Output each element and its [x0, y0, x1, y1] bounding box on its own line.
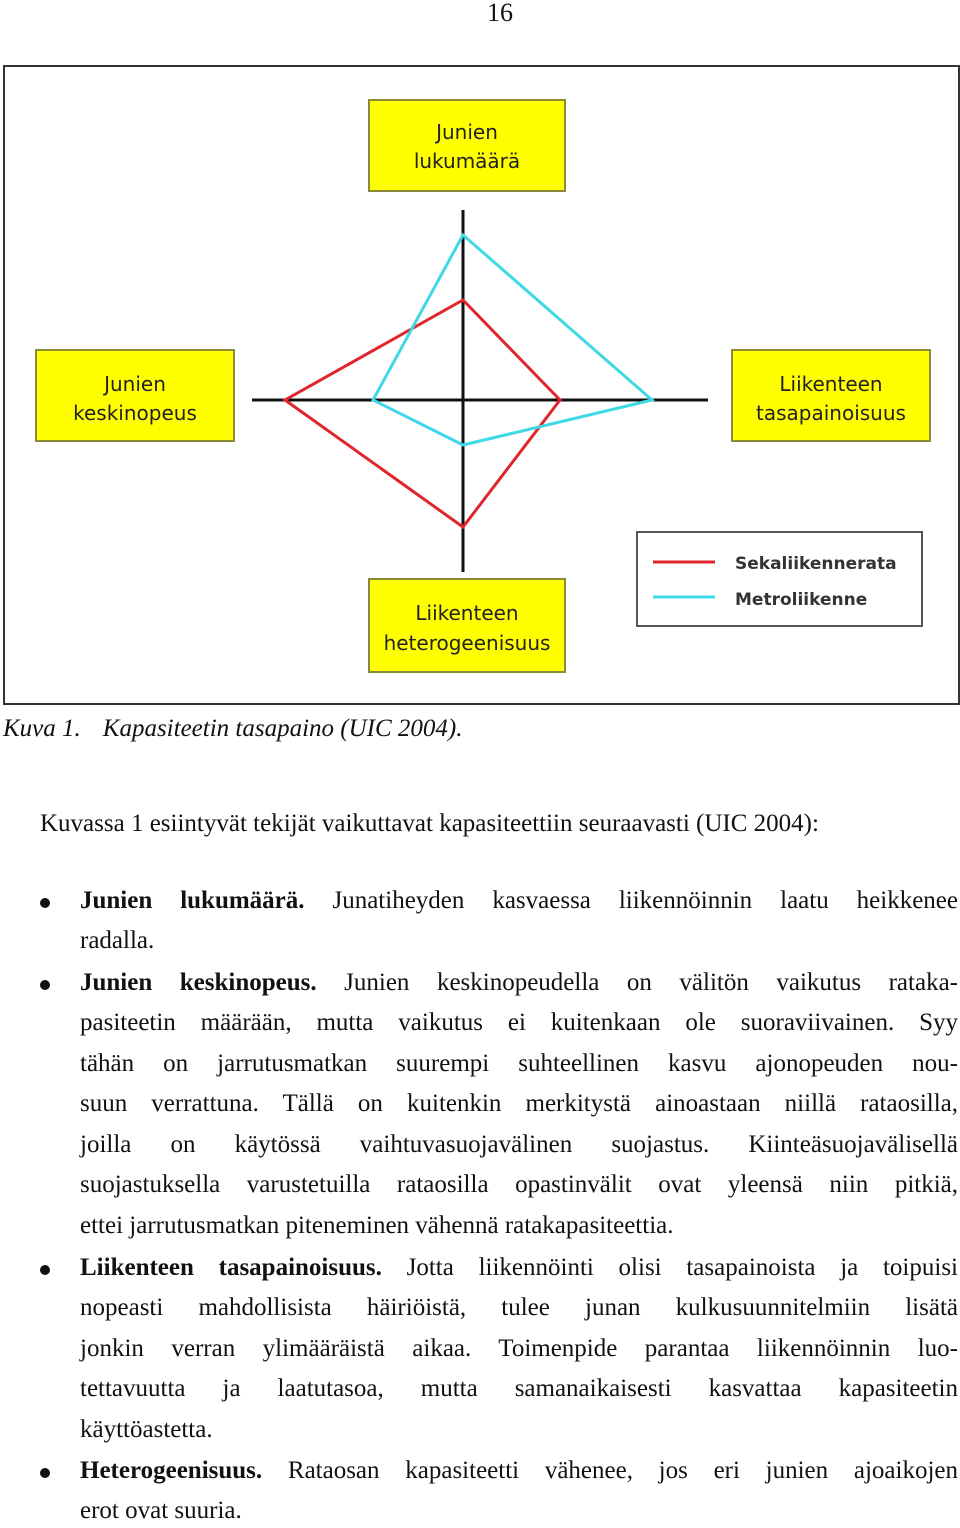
capacity-diagram [5, 67, 960, 705]
caption-label: Kuva 1. [3, 715, 81, 742]
text-line [80, 966, 958, 1000]
text-rest: erot ovat suuria. [80, 1497, 242, 1524]
text-line [80, 1332, 958, 1366]
text-rest: Junien keskinopeudella on välitön vaikutus rataka- [316, 969, 958, 996]
text-rest: tettavuutta ja laatutasoa, mutta samanaikaisesti kasvattaa kapasiteetin [80, 1375, 958, 1402]
caption-text: Kapasiteetin tasapaino (UIC 2004). [102, 715, 463, 742]
text-line [80, 1128, 958, 1162]
text-line [80, 1168, 958, 1202]
text-line [80, 884, 958, 918]
legend [637, 532, 922, 626]
text-rest: nopeasti mahdollisista häiriöistä, tulee junan kulkusuunnitelmiin lisätä [80, 1294, 958, 1321]
box-left-line1: Junien [104, 372, 166, 396]
text-line [80, 1047, 958, 1081]
text-line [80, 924, 958, 958]
text-line [80, 1494, 958, 1528]
legend-label-metroliikenne: Metroliikenne [735, 590, 868, 610]
box-junien-keskinopeus [36, 350, 234, 441]
term: Heterogeenisuus. [80, 1457, 263, 1484]
text-rest: suojastuksella varustetuilla rataosilla opastinvälit ovat yleensä niin pitkiä, [80, 1171, 958, 1198]
box-left-line2: keskinopeus [73, 401, 197, 425]
term: Liikenteen tasapainoisuus. [80, 1254, 382, 1281]
legend-label-sekaliikennerata: Sekaliikennerata [735, 554, 897, 574]
text-line [80, 1413, 958, 1447]
text-rest: ettei jarrutusmatkan piteneminen vähennä ratakapasiteettia. [80, 1212, 674, 1239]
term: Junien keskinopeus. [80, 969, 317, 996]
box-top-line2: lukumäärä [413, 149, 521, 173]
text-line [80, 1291, 958, 1325]
text-line [80, 1006, 958, 1040]
text-rest: joilla on käytössä vaihtuvasuojavälinen suojastus. Kiinteäsuojavälisellä [80, 1131, 958, 1158]
page-number: 16 [487, 0, 513, 27]
text-rest: käyttöastetta. [80, 1416, 213, 1443]
text-rest: radalla. [80, 927, 155, 954]
bullet-dot [40, 1265, 50, 1275]
text-rest: suun verrattuna. Tällä on kuitenkin merkitystä ainoastaan niillä rataosilla, [80, 1090, 958, 1117]
box-right-line1: Liikenteen [779, 372, 883, 396]
box-bottom-line1: Liikenteen [415, 601, 519, 625]
text-rest: Rataosan kapasiteetti vähenee, jos eri junien ajoaikojen [262, 1457, 958, 1484]
text-rest: Jotta liikennöinti olisi tasapainoista ja toipuisi [381, 1254, 958, 1281]
term: Junien lukumäärä. [80, 887, 305, 914]
text-line [80, 1087, 958, 1121]
capacity-balance-figure [3, 65, 960, 705]
figure-caption [3, 712, 463, 746]
bullet-dot [40, 1468, 50, 1478]
text-line [80, 1251, 958, 1285]
mixed-traffic-polygon [285, 300, 560, 527]
bullet-dot [40, 898, 50, 908]
text-line [80, 1209, 958, 1243]
box-bottom-line2: heterogeenisuus [383, 631, 551, 655]
metro-traffic-polygon [373, 235, 652, 445]
bullet-dot [40, 980, 50, 990]
intro-paragraph: Kuvassa 1 esiintyvät tekijät vaikuttavat kapasiteettiin seuraavasti (UIC 2004): [40, 810, 819, 837]
text-line [80, 1454, 958, 1488]
text-rest: tähän on jarrutusmatkan suurempi suhteellinen kasvu ajonopeuden nou- [80, 1050, 958, 1077]
box-liikenteen-heterogeenisuus [369, 579, 565, 672]
box-junien-lukumaara [369, 100, 565, 191]
box-right-line2: tasapainoisuus [756, 401, 906, 425]
box-liikenteen-tasapainoisuus [732, 350, 930, 441]
text-rest: Junatiheyden kasvaessa liikennöinnin laatu heikkenee [304, 887, 958, 914]
text-rest: jonkin verran ylimääräistä aikaa. Toimenpide parantaa liikennöinnin luo- [80, 1335, 958, 1362]
box-top-line1: Junien [436, 120, 498, 144]
text-line [80, 1372, 958, 1406]
text-rest: pasiteetin määrään, mutta vaikutus ei kuitenkaan ole suoraviivainen. Syy [80, 1009, 958, 1036]
